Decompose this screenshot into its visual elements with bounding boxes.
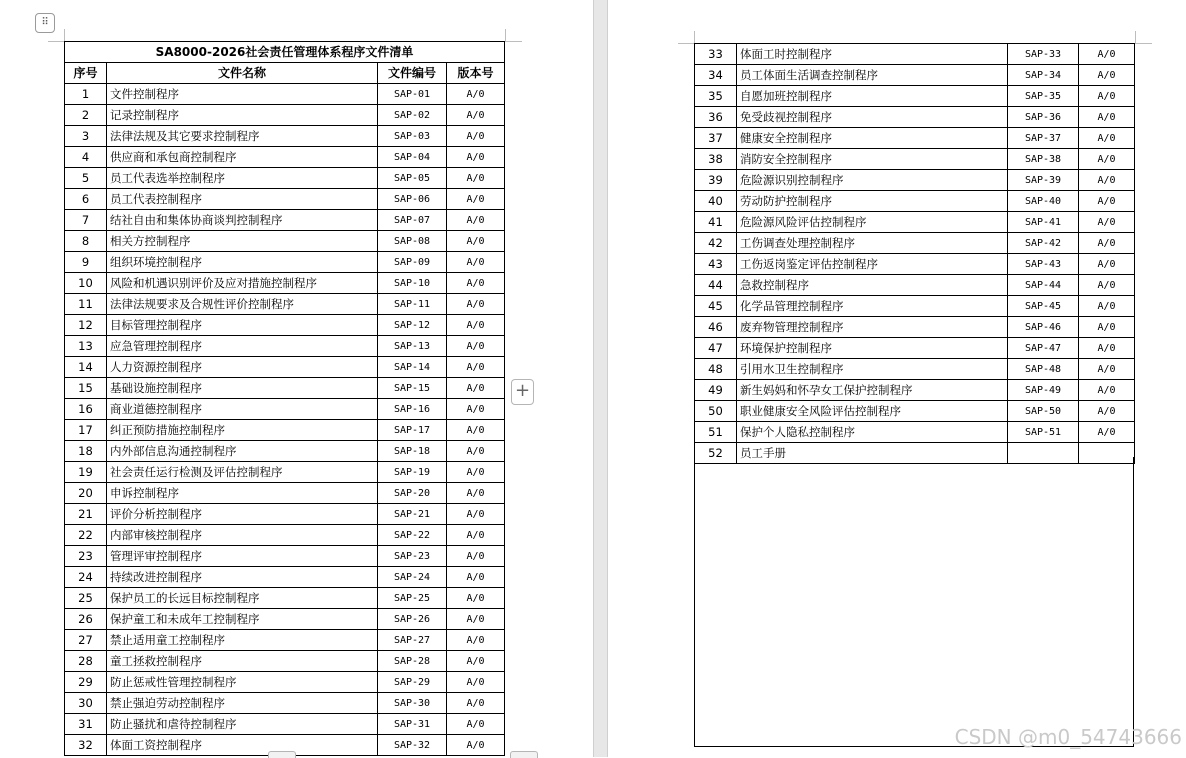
table-row xyxy=(695,275,1135,296)
document-title: SA8000-2026社会责任管理体系程序文件清单 xyxy=(65,42,505,63)
table-row xyxy=(695,296,1135,317)
row-index: 24 xyxy=(65,567,107,588)
row-document-code: SAP-46 xyxy=(1008,317,1079,338)
row-version: A/0 xyxy=(447,168,505,189)
row-version: A/0 xyxy=(447,693,505,714)
row-document-name: 员工代表控制程序 xyxy=(107,189,378,210)
row-version: A/0 xyxy=(1079,212,1135,233)
row-index: 21 xyxy=(65,504,107,525)
row-version: A/0 xyxy=(1079,254,1135,275)
row-document-name: 评价分析控制程序 xyxy=(107,504,378,525)
table-row xyxy=(65,210,505,231)
row-index: 28 xyxy=(65,651,107,672)
row-version: A/0 xyxy=(447,231,505,252)
table-row xyxy=(65,693,505,714)
row-document-code: SAP-15 xyxy=(378,378,447,399)
row-document-name: 消防安全控制程序 xyxy=(737,149,1008,170)
row-document-name: 自愿加班控制程序 xyxy=(737,86,1008,107)
table-row xyxy=(65,231,505,252)
table-row xyxy=(695,401,1135,422)
row-index: 2 xyxy=(65,105,107,126)
row-document-code: SAP-27 xyxy=(378,630,447,651)
row-document-name: 组织环境控制程序 xyxy=(107,252,378,273)
table-row xyxy=(65,588,505,609)
add-row-plus-icon[interactable]: + xyxy=(511,379,534,405)
column-header-name: 文件名称 xyxy=(107,63,378,84)
row-version: A/0 xyxy=(447,735,505,756)
row-document-name: 防止惩戒性管理控制程序 xyxy=(107,672,378,693)
row-document-name: 环境保护控制程序 xyxy=(737,338,1008,359)
row-document-code: SAP-45 xyxy=(1008,296,1079,317)
row-index: 51 xyxy=(695,422,737,443)
table-row xyxy=(695,359,1135,380)
row-document-name: 员工手册 xyxy=(737,443,1008,464)
row-document-code: SAP-22 xyxy=(378,525,447,546)
row-document-name: 体面工资控制程序 xyxy=(107,735,378,756)
table-row xyxy=(65,126,505,147)
row-index: 48 xyxy=(695,359,737,380)
row-document-name: 相关方控制程序 xyxy=(107,231,378,252)
row-index: 38 xyxy=(695,149,737,170)
margin-corner-mark xyxy=(505,29,522,42)
row-version: A/0 xyxy=(447,651,505,672)
row-document-name: 目标管理控制程序 xyxy=(107,315,378,336)
row-document-code: SAP-33 xyxy=(1008,44,1079,65)
row-index: 9 xyxy=(65,252,107,273)
row-version: A/0 xyxy=(1079,65,1135,86)
column-header-index: 序号 xyxy=(65,63,107,84)
row-document-name: 供应商和承包商控制程序 xyxy=(107,147,378,168)
row-document-code: SAP-51 xyxy=(1008,422,1079,443)
table-row xyxy=(65,651,505,672)
table-row xyxy=(695,380,1135,401)
row-index: 39 xyxy=(695,170,737,191)
row-document-code: SAP-24 xyxy=(378,567,447,588)
row-index: 45 xyxy=(695,296,737,317)
row-index: 18 xyxy=(65,441,107,462)
row-version: A/0 xyxy=(447,105,505,126)
row-document-code: SAP-17 xyxy=(378,420,447,441)
row-index: 27 xyxy=(65,630,107,651)
table-row xyxy=(695,107,1135,128)
row-version: A/0 xyxy=(447,588,505,609)
row-version: A/0 xyxy=(1079,44,1135,65)
row-document-name: 持续改进控制程序 xyxy=(107,567,378,588)
table-row xyxy=(65,399,505,420)
row-document-code: SAP-04 xyxy=(378,147,447,168)
row-document-code: SAP-28 xyxy=(378,651,447,672)
row-index: 49 xyxy=(695,380,737,401)
row-version: A/0 xyxy=(447,315,505,336)
row-document-name: 体面工时控制程序 xyxy=(737,44,1008,65)
row-document-name: 申诉控制程序 xyxy=(107,483,378,504)
row-document-code: SAP-36 xyxy=(1008,107,1079,128)
row-version: A/0 xyxy=(1079,422,1135,443)
row-version: A/0 xyxy=(1079,359,1135,380)
row-version: A/0 xyxy=(1079,86,1135,107)
row-index: 23 xyxy=(65,546,107,567)
row-document-name: 法律法规及其它要求控制程序 xyxy=(107,126,378,147)
row-document-name: 禁止强迫劳动控制程序 xyxy=(107,693,378,714)
row-document-code: SAP-26 xyxy=(378,609,447,630)
row-document-name: 记录控制程序 xyxy=(107,105,378,126)
row-document-code: SAP-11 xyxy=(378,294,447,315)
table-row xyxy=(695,44,1135,65)
row-index: 31 xyxy=(65,714,107,735)
row-document-code: SAP-37 xyxy=(1008,128,1079,149)
margin-corner-mark xyxy=(678,31,695,44)
row-document-code: SAP-20 xyxy=(378,483,447,504)
row-document-code: SAP-09 xyxy=(378,252,447,273)
row-index: 52 xyxy=(695,443,737,464)
document-table-right xyxy=(694,43,1135,464)
row-version: A/0 xyxy=(447,714,505,735)
row-document-code: SAP-21 xyxy=(378,504,447,525)
row-document-name: 健康安全控制程序 xyxy=(737,128,1008,149)
row-document-code: SAP-40 xyxy=(1008,191,1079,212)
row-document-name: 工伤调查处理控制程序 xyxy=(737,233,1008,254)
row-document-name: 商业道德控制程序 xyxy=(107,399,378,420)
table-row xyxy=(65,378,505,399)
row-version: A/0 xyxy=(1079,170,1135,191)
row-version: A/0 xyxy=(447,252,505,273)
table-row xyxy=(695,149,1135,170)
table-row xyxy=(65,714,505,735)
row-document-code: SAP-03 xyxy=(378,126,447,147)
row-index: 22 xyxy=(65,525,107,546)
row-document-code: SAP-30 xyxy=(378,693,447,714)
table-move-handle-icon[interactable]: ⠿ xyxy=(35,13,55,33)
row-document-name: 免受歧视控制程序 xyxy=(737,107,1008,128)
row-document-name: 风险和机遇识别评价及应对措施控制程序 xyxy=(107,273,378,294)
row-document-code: SAP-19 xyxy=(378,462,447,483)
row-document-code: SAP-07 xyxy=(378,210,447,231)
row-version: A/0 xyxy=(1079,401,1135,422)
row-document-code: SAP-38 xyxy=(1008,149,1079,170)
table-row xyxy=(695,254,1135,275)
row-version: A/0 xyxy=(447,525,505,546)
row-index: 34 xyxy=(695,65,737,86)
row-document-name: 保护童工和未成年工控制程序 xyxy=(107,609,378,630)
row-document-code: SAP-23 xyxy=(378,546,447,567)
table-row xyxy=(65,672,505,693)
row-document-name: 内部审核控制程序 xyxy=(107,525,378,546)
row-document-name: 化学品管理控制程序 xyxy=(737,296,1008,317)
row-document-name: 基础设施控制程序 xyxy=(107,378,378,399)
column-header-code: 文件编号 xyxy=(378,63,447,84)
row-index: 19 xyxy=(65,462,107,483)
row-version: A/0 xyxy=(1079,191,1135,212)
row-version: A/0 xyxy=(1079,107,1135,128)
row-document-code: SAP-41 xyxy=(1008,212,1079,233)
row-version: A/0 xyxy=(447,378,505,399)
table-row xyxy=(695,212,1135,233)
row-document-name: 新生妈妈和怀孕女工保护控制程序 xyxy=(737,380,1008,401)
table-row xyxy=(695,86,1135,107)
row-document-code: SAP-25 xyxy=(378,588,447,609)
row-index: 33 xyxy=(695,44,737,65)
row-index: 36 xyxy=(695,107,737,128)
row-index: 5 xyxy=(65,168,107,189)
table-row xyxy=(65,441,505,462)
row-version: A/0 xyxy=(447,399,505,420)
table-row xyxy=(695,422,1135,443)
table-row xyxy=(695,65,1135,86)
row-version: A/0 xyxy=(1079,149,1135,170)
row-document-code: SAP-08 xyxy=(378,231,447,252)
table-row xyxy=(695,317,1135,338)
row-index: 47 xyxy=(695,338,737,359)
table-row xyxy=(65,147,505,168)
row-index: 6 xyxy=(65,189,107,210)
row-index: 43 xyxy=(695,254,737,275)
row-document-code: SAP-50 xyxy=(1008,401,1079,422)
document-table-left xyxy=(64,41,505,756)
row-index: 41 xyxy=(695,212,737,233)
table-row xyxy=(65,483,505,504)
row-version: A/0 xyxy=(1079,275,1135,296)
row-version: A/0 xyxy=(1079,233,1135,254)
row-document-name: 员工代表选举控制程序 xyxy=(107,168,378,189)
row-document-code: SAP-39 xyxy=(1008,170,1079,191)
row-document-name: 危险源风险评估控制程序 xyxy=(737,212,1008,233)
table-row xyxy=(695,191,1135,212)
row-document-name: 应急管理控制程序 xyxy=(107,336,378,357)
row-document-code: SAP-10 xyxy=(378,273,447,294)
row-document-code: SAP-48 xyxy=(1008,359,1079,380)
row-version: A/0 xyxy=(447,567,505,588)
row-document-code: SAP-35 xyxy=(1008,86,1079,107)
table-row xyxy=(65,462,505,483)
row-document-name: 纠正预防措施控制程序 xyxy=(107,420,378,441)
row-index: 35 xyxy=(695,86,737,107)
row-index: 13 xyxy=(65,336,107,357)
row-version: A/0 xyxy=(447,483,505,504)
row-document-code: SAP-49 xyxy=(1008,380,1079,401)
row-index: 3 xyxy=(65,126,107,147)
row-version: A/0 xyxy=(447,84,505,105)
table-row xyxy=(695,170,1135,191)
row-document-name: 童工拯救控制程序 xyxy=(107,651,378,672)
row-document-code: SAP-44 xyxy=(1008,275,1079,296)
table-row xyxy=(65,273,505,294)
row-index: 37 xyxy=(695,128,737,149)
table-row xyxy=(695,338,1135,359)
row-version: A/0 xyxy=(447,462,505,483)
row-index: 4 xyxy=(65,147,107,168)
row-document-code: SAP-43 xyxy=(1008,254,1079,275)
row-document-name: 禁止适用童工控制程序 xyxy=(107,630,378,651)
row-document-name: 社会责任运行检测及评估控制程序 xyxy=(107,462,378,483)
row-document-name: 文件控制程序 xyxy=(107,84,378,105)
page-gutter xyxy=(593,0,608,757)
row-document-code: SAP-29 xyxy=(378,672,447,693)
table-row xyxy=(65,168,505,189)
row-index: 17 xyxy=(65,420,107,441)
row-version: A/0 xyxy=(1079,317,1135,338)
column-header-version: 版本号 xyxy=(447,63,505,84)
row-document-code: SAP-16 xyxy=(378,399,447,420)
row-document-code: SAP-01 xyxy=(378,84,447,105)
row-version: A/0 xyxy=(447,147,505,168)
row-version: A/0 xyxy=(447,630,505,651)
row-index: 32 xyxy=(65,735,107,756)
row-document-name: 废弃物管理控制程序 xyxy=(737,317,1008,338)
row-document-code: SAP-06 xyxy=(378,189,447,210)
table-row xyxy=(65,189,505,210)
table-row xyxy=(695,128,1135,149)
row-index: 29 xyxy=(65,672,107,693)
table-row xyxy=(65,504,505,525)
row-index: 46 xyxy=(695,317,737,338)
row-version: A/0 xyxy=(447,126,505,147)
row-version: A/0 xyxy=(1079,380,1135,401)
row-document-name: 职业健康安全风险评估控制程序 xyxy=(737,401,1008,422)
table-row xyxy=(65,252,505,273)
row-document-name: 员工体面生活调查控制程序 xyxy=(737,65,1008,86)
row-document-code: SAP-14 xyxy=(378,357,447,378)
row-document-code: SAP-42 xyxy=(1008,233,1079,254)
row-version: A/0 xyxy=(447,294,505,315)
table-row xyxy=(65,105,505,126)
row-index: 44 xyxy=(695,275,737,296)
row-document-name: 危险源识别控制程序 xyxy=(737,170,1008,191)
table-row xyxy=(695,233,1135,254)
row-version: A/0 xyxy=(447,336,505,357)
row-document-name: 管理评审控制程序 xyxy=(107,546,378,567)
row-index: 10 xyxy=(65,273,107,294)
row-version: A/0 xyxy=(447,504,505,525)
row-version: A/0 xyxy=(447,546,505,567)
table-row xyxy=(65,630,505,651)
row-document-name: 劳动防护控制程序 xyxy=(737,191,1008,212)
row-document-code: SAP-13 xyxy=(378,336,447,357)
row-document-code: SAP-18 xyxy=(378,441,447,462)
row-index: 42 xyxy=(695,233,737,254)
row-document-name: 人力资源控制程序 xyxy=(107,357,378,378)
row-index: 16 xyxy=(65,399,107,420)
row-index: 14 xyxy=(65,357,107,378)
row-version: A/0 xyxy=(447,420,505,441)
row-index: 26 xyxy=(65,609,107,630)
row-document-name: 引用水卫生控制程序 xyxy=(737,359,1008,380)
row-document-code: SAP-32 xyxy=(378,735,447,756)
watermark: CSDN @m0_54743666 xyxy=(954,725,1182,749)
table-row xyxy=(65,315,505,336)
row-index: 30 xyxy=(65,693,107,714)
row-version: A/0 xyxy=(447,273,505,294)
table-row xyxy=(65,357,505,378)
table-row xyxy=(65,294,505,315)
row-version: A/0 xyxy=(1079,296,1135,317)
row-document-name: 急救控制程序 xyxy=(737,275,1008,296)
row-version: A/0 xyxy=(447,672,505,693)
row-document-code: SAP-12 xyxy=(378,315,447,336)
row-version: A/0 xyxy=(1079,128,1135,149)
row-document-code: SAP-05 xyxy=(378,168,447,189)
row-document-name: 法律法规要求及合规性评价控制程序 xyxy=(107,294,378,315)
table-row xyxy=(65,420,505,441)
row-document-code: SAP-34 xyxy=(1008,65,1079,86)
empty-table-area xyxy=(694,457,1134,747)
row-version: A/0 xyxy=(447,189,505,210)
row-index: 12 xyxy=(65,315,107,336)
row-document-name: 内外部信息沟通控制程序 xyxy=(107,441,378,462)
row-document-name: 保护员工的长远目标控制程序 xyxy=(107,588,378,609)
row-index: 8 xyxy=(65,231,107,252)
margin-corner-mark xyxy=(1135,31,1152,44)
row-index: 20 xyxy=(65,483,107,504)
table-row xyxy=(65,546,505,567)
row-document-code: SAP-31 xyxy=(378,714,447,735)
row-version: A/0 xyxy=(447,441,505,462)
row-document-name: 工伤返岗鉴定评估控制程序 xyxy=(737,254,1008,275)
row-index: 50 xyxy=(695,401,737,422)
row-version: A/0 xyxy=(447,210,505,231)
row-document-code: SAP-47 xyxy=(1008,338,1079,359)
table-row xyxy=(65,609,505,630)
row-index: 7 xyxy=(65,210,107,231)
row-document-name: 结社自由和集体协商谈判控制程序 xyxy=(107,210,378,231)
row-version: A/0 xyxy=(447,357,505,378)
row-index: 25 xyxy=(65,588,107,609)
row-document-code: SAP-02 xyxy=(378,105,447,126)
row-index: 40 xyxy=(695,191,737,212)
row-version: A/0 xyxy=(447,609,505,630)
table-row xyxy=(65,567,505,588)
row-index: 11 xyxy=(65,294,107,315)
row-index: 1 xyxy=(65,84,107,105)
row-document-name: 防止骚扰和虐待控制程序 xyxy=(107,714,378,735)
table-row xyxy=(65,525,505,546)
row-version: A/0 xyxy=(1079,338,1135,359)
row-index: 15 xyxy=(65,378,107,399)
table-row xyxy=(65,84,505,105)
table-row xyxy=(65,336,505,357)
row-document-name: 保护个人隐私控制程序 xyxy=(737,422,1008,443)
